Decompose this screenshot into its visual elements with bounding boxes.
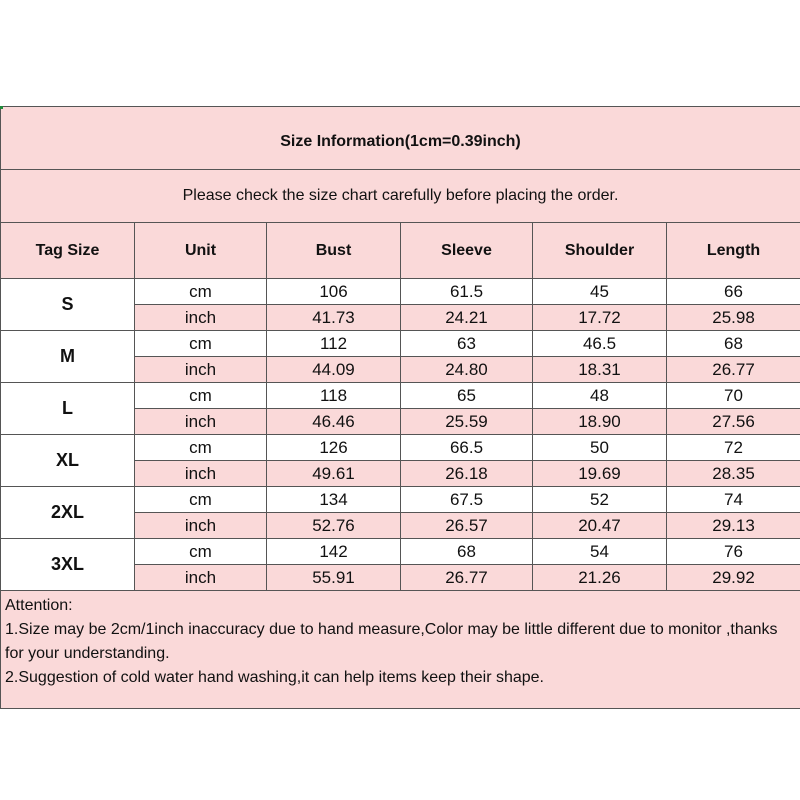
length-cell: 68 [667, 331, 800, 357]
shoulder-cell: 20.47 [533, 513, 667, 539]
table-row [1, 487, 800, 513]
attention-line-2: 2.Suggestion of cold water hand washing,it can help items keep their shape. [5, 669, 544, 686]
unit-cell: cm [135, 539, 267, 565]
length-cell: 28.35 [667, 461, 800, 487]
unit-cell: inch [135, 357, 267, 383]
unit-cell: inch [135, 409, 267, 435]
unit-cell: cm [135, 383, 267, 409]
unit-cell: inch [135, 565, 267, 591]
shoulder-cell: 48 [533, 383, 667, 409]
shoulder-cell: 45 [533, 279, 667, 305]
attention-row [1, 591, 800, 709]
shoulder-cell: 46.5 [533, 331, 667, 357]
bust-cell: 112 [267, 331, 401, 357]
shoulder-cell: 17.72 [533, 305, 667, 331]
length-cell: 29.13 [667, 513, 800, 539]
header-shoulder: Shoulder [533, 223, 667, 279]
length-cell: 74 [667, 487, 800, 513]
sleeve-cell: 26.18 [401, 461, 533, 487]
sleeve-cell: 68 [401, 539, 533, 565]
unit-cell: cm [135, 435, 267, 461]
unit-cell: inch [135, 461, 267, 487]
header-length: Length [667, 223, 800, 279]
header-unit: Unit [135, 223, 267, 279]
shoulder-cell: 54 [533, 539, 667, 565]
bust-cell: 134 [267, 487, 401, 513]
bust-cell: 46.46 [267, 409, 401, 435]
attention-line-1: 1.Size may be 2cm/1inch inaccuracy due to hand measure,Color may be little different due to monitor ,thanks for your understanding. [5, 621, 778, 662]
bust-cell: 52.76 [267, 513, 401, 539]
header-sleeve: Sleeve [401, 223, 533, 279]
tag-size-cell: S [1, 279, 135, 331]
size-table [0, 106, 800, 709]
table-row [1, 279, 800, 305]
length-cell: 27.56 [667, 409, 800, 435]
bust-cell: 118 [267, 383, 401, 409]
shoulder-cell: 21.26 [533, 565, 667, 591]
unit-cell: inch [135, 305, 267, 331]
shoulder-cell: 18.31 [533, 357, 667, 383]
length-cell: 76 [667, 539, 800, 565]
notice-row [1, 170, 800, 223]
bust-cell: 126 [267, 435, 401, 461]
unit-cell: cm [135, 487, 267, 513]
tag-size-cell: L [1, 383, 135, 435]
attention-heading: Attention: [5, 597, 73, 614]
shoulder-cell: 52 [533, 487, 667, 513]
header-tag-size: Tag Size [1, 223, 135, 279]
shoulder-cell: 50 [533, 435, 667, 461]
header-bust: Bust [267, 223, 401, 279]
sleeve-cell: 63 [401, 331, 533, 357]
bust-cell: 142 [267, 539, 401, 565]
sleeve-cell: 24.80 [401, 357, 533, 383]
chart-title: Size Information(1cm=0.39inch) [1, 107, 800, 170]
bust-cell: 55.91 [267, 565, 401, 591]
sleeve-cell: 26.77 [401, 565, 533, 591]
table-row [1, 383, 800, 409]
sleeve-cell: 24.21 [401, 305, 533, 331]
length-cell: 72 [667, 435, 800, 461]
length-cell: 25.98 [667, 305, 800, 331]
length-cell: 70 [667, 383, 800, 409]
shoulder-cell: 18.90 [533, 409, 667, 435]
sleeve-cell: 66.5 [401, 435, 533, 461]
sleeve-cell: 25.59 [401, 409, 533, 435]
tag-size-cell: XL [1, 435, 135, 487]
order-notice: Please check the size chart carefully before placing the order. [1, 170, 800, 223]
table-row [1, 435, 800, 461]
bust-cell: 49.61 [267, 461, 401, 487]
tag-size-cell: 2XL [1, 487, 135, 539]
unit-cell: cm [135, 279, 267, 305]
length-cell: 66 [667, 279, 800, 305]
sleeve-cell: 61.5 [401, 279, 533, 305]
shoulder-cell: 19.69 [533, 461, 667, 487]
bust-cell: 106 [267, 279, 401, 305]
title-row [1, 107, 800, 170]
unit-cell: cm [135, 331, 267, 357]
corner-mark [0, 106, 3, 109]
sleeve-cell: 26.57 [401, 513, 533, 539]
sleeve-cell: 67.5 [401, 487, 533, 513]
bust-cell: 44.09 [267, 357, 401, 383]
unit-cell: inch [135, 513, 267, 539]
length-cell: 26.77 [667, 357, 800, 383]
size-chart-sheet [0, 106, 800, 695]
sleeve-cell: 65 [401, 383, 533, 409]
bust-cell: 41.73 [267, 305, 401, 331]
length-cell: 29.92 [667, 565, 800, 591]
tag-size-cell: 3XL [1, 539, 135, 591]
tag-size-cell: M [1, 331, 135, 383]
table-row [1, 331, 800, 357]
header-row [1, 223, 800, 279]
table-row [1, 539, 800, 565]
attention-notes [1, 591, 800, 709]
